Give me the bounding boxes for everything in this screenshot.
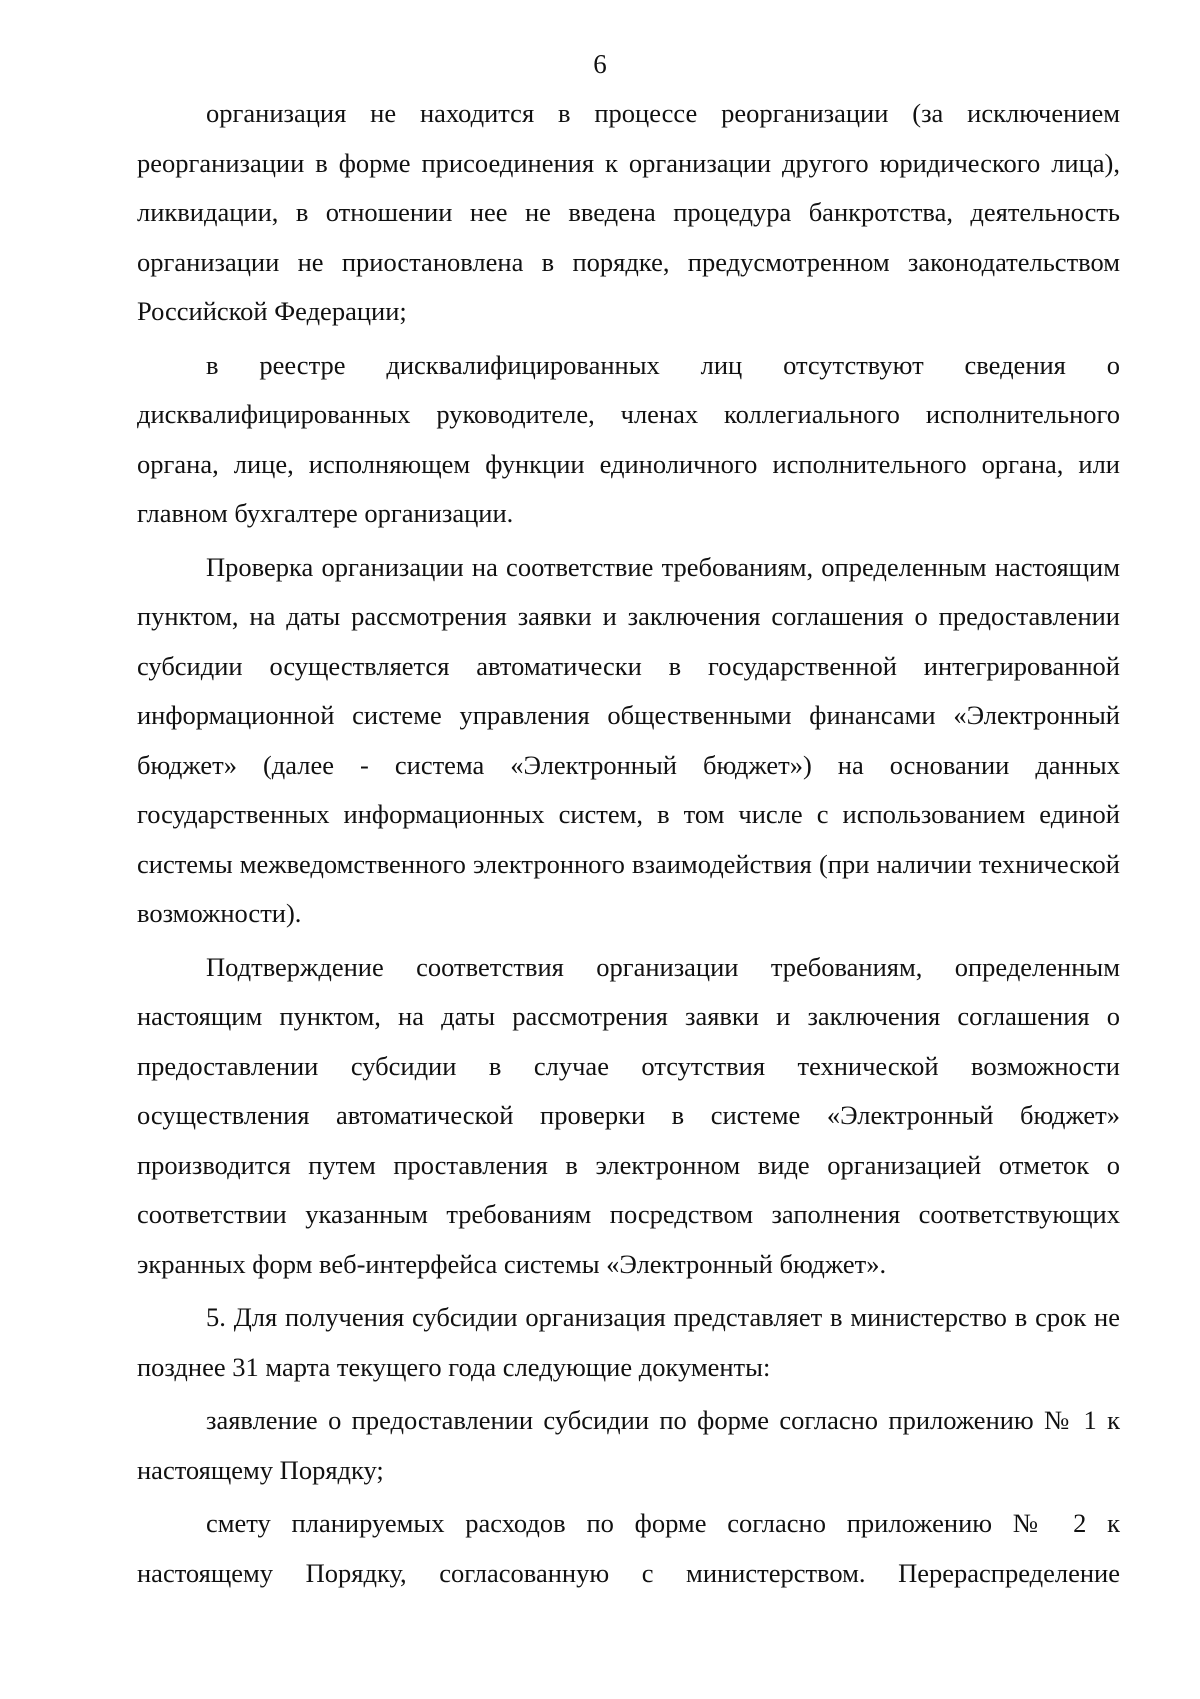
paragraph-expense-estimate: смету планируемых расходов по форме согласно приложению № 2 к настоящему Порядку, согласованную с министерством. Перераспределение [137, 1508, 1120, 1588]
paragraph-reorganization-condition: организация не находится в процессе реорганизации (за исключением реорганизации в форме присоединения к организации другого юридического лица), ликвидации, в отношении нее не введена процедура банкротства, деятельность организации не приостановлена в порядке, предусмотренном законодательством Российской Федерации; [137, 98, 1120, 326]
paragraph-application-form: заявление о предоставлении субсидии по форме согласно приложению № 1 к настоящему Порядку; [137, 1405, 1120, 1485]
paragraph-disqualified-registry: в реестре дисквалифицированных лиц отсутствуют сведения о дисквалифицированных руководителе, членах коллегиального исполнительного органа, лице, исполняющем функции единоличного исполнительного органа, или главном бухгалтере организации. [137, 349, 1120, 528]
paragraph-automatic-verification: Проверка организации на соответствие требованиям, определенным настоящим пунктом, на даты рассмотрения заявки и заключения соглашения о предоставлении субсидии осуществляется автоматически в государственной интегрированной информационной системе управления общественными финансами «Электронный бюджет» (далее - система «Электронный бюджет») на основании данных государственных информационных систем, в том числе с использованием единой системы межведомственного электронного взаимодействия (при наличии технической возможности). [137, 551, 1120, 928]
paragraph-item-5: 5. Для получения субсидии организация представляет в министерство в срок не позднее 31 марта текущего года следующие документы: [137, 1302, 1120, 1382]
paragraph-manual-confirmation: Подтверждение соответствия организации требованиям, определенным настоящим пунктом, на даты рассмотрения заявки и заключения соглашения о предоставлении субсидии в случае отсутствия технической возможности осуществления автоматической проверки в системе «Электронный бюджет» производится путем проставления в электронном виде организацией отметок о соответствии указанным требованиям посредством заполнения соответствующих экранных форм веб-интерфейса системы «Электронный бюджет». [137, 951, 1120, 1279]
document-body [137, 89, 1120, 1598]
page-number: 6 [593, 49, 607, 79]
